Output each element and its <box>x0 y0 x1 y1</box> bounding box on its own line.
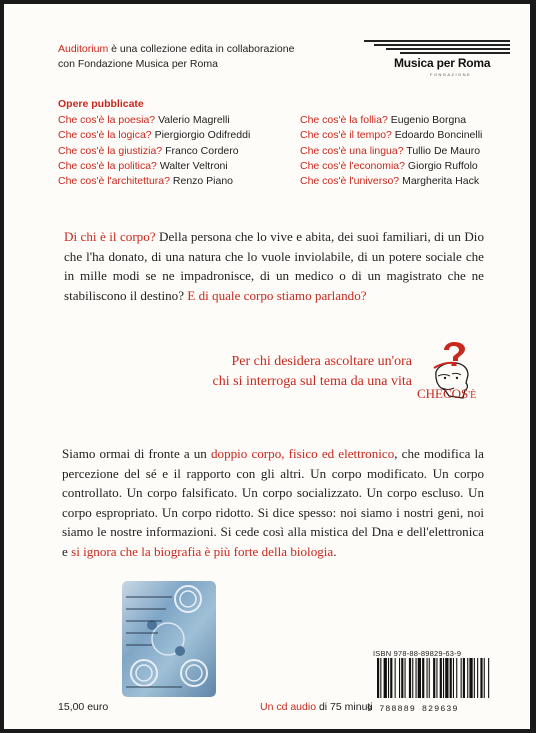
back-cover <box>4 4 530 729</box>
barcode-bar <box>401 658 403 698</box>
description-paragraph-1: Di chi è il corpo? Della persona che lo vive e abita, dei suoi familiari, di un Dio che l'ha donato, di una natura che lo vuole inviolabile, di un potere sociale che in mille modi se ne impadronisce, di un medico o di un magistrato che ne stabiliscono il destino? E di quale corpo stiamo parlando? <box>64 229 484 303</box>
barcode-bar <box>388 658 389 698</box>
logo-sub: FONDAZIONE <box>430 72 472 77</box>
cd-audio-label: Un cd audio di 75 minuti <box>260 701 373 713</box>
barcode-bar <box>409 658 411 698</box>
barcode-bar <box>469 658 472 698</box>
barcode-bar <box>445 658 448 698</box>
barcode-bar <box>463 658 465 698</box>
ean-number: 9 788889 829639 <box>367 704 459 714</box>
barcode-bar <box>384 658 387 698</box>
description-paragraph-2: Siamo ormai di fronte a un doppio corpo, fisico ed elettronico, che modifica la percezione del sé e il rapporto con gli altri. Un corpo modificato. Un corpo controllato. Un corpo falsificato. Un corpo socializzato. Un corpo escluso. Un corpo espropriato. Un corpo ridotto. Si dice spesso: noi siamo i nostri geni, noi siamo le nostre informazioni. Si cede così alla mistica del Dna e dell'elettronica e si ignora che la biografia è più forte della biologia. <box>62 446 484 559</box>
checose-logo-text: CHECOS'È <box>417 386 477 401</box>
musica-per-roma-logo <box>364 38 514 80</box>
barcode-bar <box>484 658 485 698</box>
barcode-bar <box>453 658 454 698</box>
barcode-bar <box>433 658 435 698</box>
ean-barcode <box>367 658 517 698</box>
barcode-bar <box>488 658 489 698</box>
work-item: Che cos'è la politica? Walter Veltroni <box>58 159 228 172</box>
barcode-bar <box>405 658 406 698</box>
barcode-bar <box>480 658 482 698</box>
logo-name: Musica per Roma <box>394 56 491 70</box>
barcode-bar <box>443 658 444 698</box>
works-list-left <box>58 113 250 189</box>
barcode-bar <box>377 658 379 698</box>
barcode-bar <box>427 658 428 698</box>
barcode-bar <box>450 658 452 698</box>
barcode-bar <box>390 658 392 698</box>
barcode-bar <box>477 658 478 698</box>
work-item: Che cos'è la giustizia? Franco Cordero <box>58 144 239 157</box>
works-list-right <box>300 113 482 189</box>
barcode-bar <box>412 658 413 698</box>
work-item: Che cos'è una lingua? Tullio De Mauro <box>300 144 481 157</box>
barcode-bar <box>474 658 475 698</box>
barcode-bar <box>399 658 400 698</box>
barcode-bar <box>461 658 462 698</box>
barcode-bar <box>418 658 421 698</box>
tagline-quote: Per chi desidera ascoltare un'ora chi si interroga sul tema da una vita <box>212 354 412 389</box>
barcode-bar <box>380 658 381 698</box>
barcode-bar <box>422 658 424 698</box>
barcode-bar <box>456 658 457 698</box>
barcode-bar <box>429 658 430 698</box>
brand-auditorium: Auditorium <box>58 43 109 55</box>
price: 15,00 euro <box>58 701 109 713</box>
isbn-text: ISBN 978-88-89829-63-9 <box>373 649 462 658</box>
work-item: Che cos'è la poesia? Valerio Magrelli <box>58 114 230 126</box>
work-item: Che cos'è la follia? Eugenio Borgna <box>300 114 467 126</box>
barcode-bar <box>467 658 468 698</box>
work-item: Che cos'è la logica? Piergiorgio Odifreddi <box>58 129 251 142</box>
barcode-bar <box>416 658 417 698</box>
works-title: Opere pubblicate <box>58 98 144 110</box>
work-item: Che cos'è l'architettura? Renzo Piano <box>58 175 234 188</box>
work-item: Che cos'è il tempo? Edoardo Boncinelli <box>300 129 483 142</box>
barcode-bar <box>440 658 442 698</box>
siae-hologram-sticker <box>122 581 216 697</box>
barcode-block <box>367 649 517 714</box>
barcode-bar <box>395 658 396 698</box>
barcode-bar <box>436 658 437 698</box>
work-item: Che cos'è l'economia? Giorgio Ruffolo <box>300 159 478 172</box>
intro-text: Auditorium è una collezione edita in collaborazione con Fondazione Musica per Roma <box>58 43 295 70</box>
work-item: Che cos'è l'universo? Margherita Hack <box>300 175 480 188</box>
